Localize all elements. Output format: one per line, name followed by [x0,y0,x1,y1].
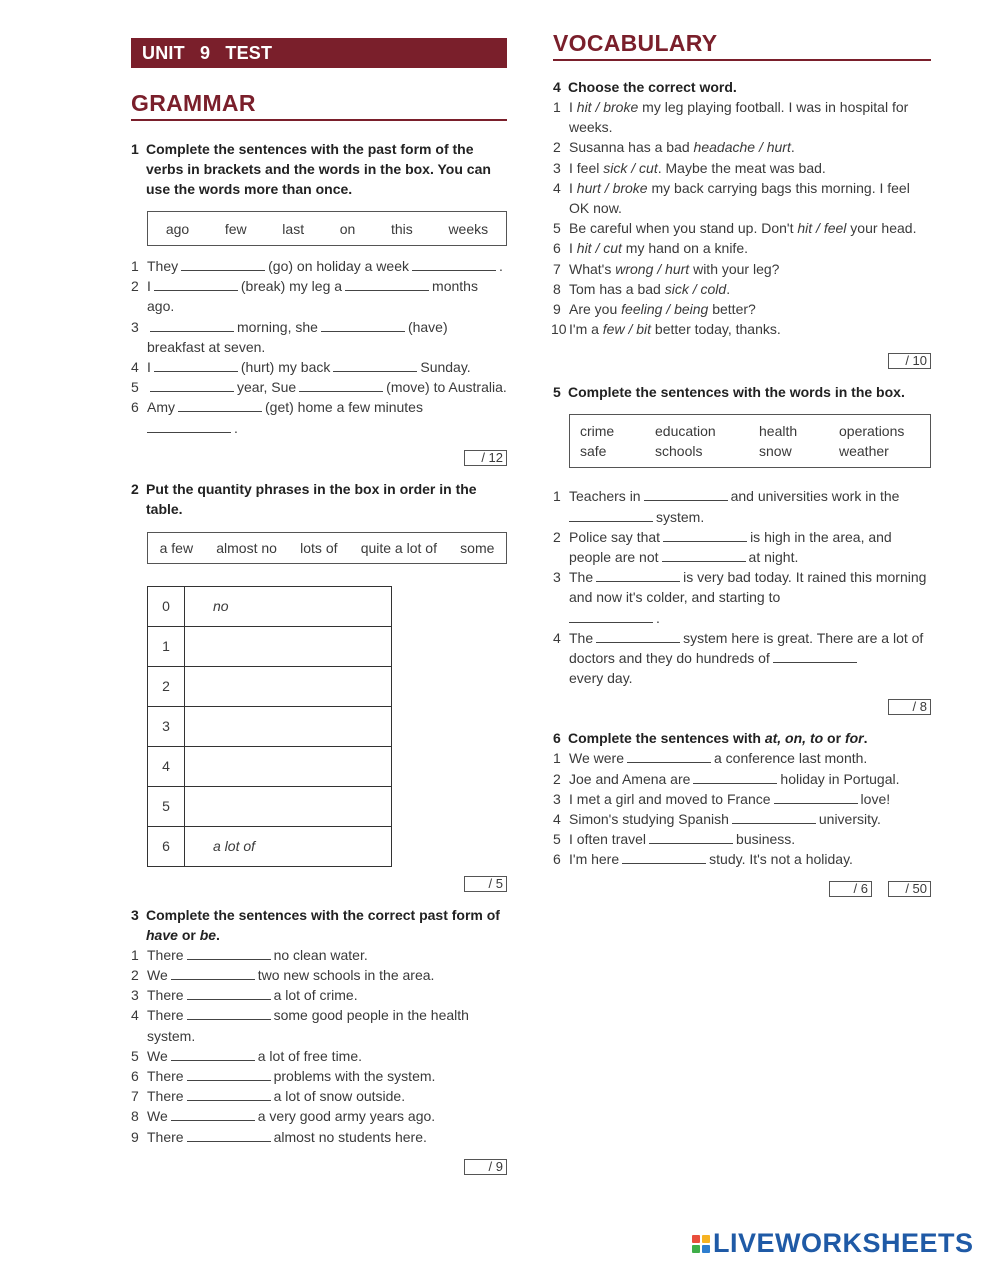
list-item [131,397,507,437]
answer-blank[interactable] [150,378,234,392]
item-text: . Maybe the meat was bad. [657,159,826,176]
list-item [553,259,931,279]
item-text: my leg playing football. I was in hospital for weeks. [569,99,909,136]
item-text: a conference last month. [713,750,868,767]
item-number: 2 [131,967,139,984]
table-cell-answer[interactable]: no [185,586,392,626]
item-text: There [147,1088,184,1105]
exercise-6 [553,728,931,896]
answer-blank[interactable] [171,966,255,980]
word-choice[interactable]: hit / cut [576,240,622,257]
table-cell-answer[interactable] [185,786,392,826]
item-number: 4 [131,359,139,376]
item-text: (break) my leg a [240,278,343,295]
item-number: 2 [553,528,561,545]
item-text: We were [569,750,624,767]
answer-blank[interactable] [732,810,816,824]
word-box-item: almost no [216,539,277,556]
list-item [131,1086,507,1106]
word-choice[interactable]: wrong / hurt [615,260,690,277]
item-number: 7 [553,260,561,277]
item-number: 4 [553,179,561,196]
item-number: 7 [131,1088,139,1105]
word-box [147,211,507,246]
exercise-1 [131,139,507,466]
quantity-table [147,586,392,867]
table-row [148,706,392,746]
word-box-item: quite a lot of [360,539,437,556]
item-number: 6 [131,399,139,416]
table-cell-index: 5 [148,786,185,826]
item-text: I [569,179,577,196]
item-number: 9 [553,301,561,318]
item-text: There [147,987,184,1004]
answer-blank[interactable] [154,277,238,291]
item-number: 8 [131,1108,139,1125]
item-text: no clean water. [273,946,368,963]
item-number: 6 [553,851,561,868]
word-choice[interactable]: few / bit [602,321,652,338]
table-row [148,786,392,826]
table-cell-index: 0 [148,586,185,626]
list-item [553,567,931,628]
score-box: / 6 [829,881,872,897]
list-item [553,137,931,157]
word-choice[interactable]: hit / broke [576,99,639,115]
item-text: Joe and Amena are [569,770,691,787]
answer-blank[interactable] [649,830,733,844]
item-text: and universities work in the [730,488,900,505]
item-number: 1 [553,99,561,115]
table-cell-index: 1 [148,626,185,666]
word-box-item: crime [580,423,615,440]
item-text: is very bad today. It rained this morning and now it's colder, and starting to [569,569,927,606]
exercise-instruction: Complete the sentences with the past form of the verbs in brackets and the words in the box. You can use the words more than once. [146,141,491,197]
item-text: months ago. [147,278,478,315]
item-text: every day. [569,670,633,687]
item-text: Are you [569,301,622,318]
exercise-2-heading [131,479,507,519]
liveworksheets-logo[interactable] [692,1228,974,1259]
exercise-number: 6 [553,730,561,747]
list-item [553,829,931,849]
answer-blank[interactable] [178,398,262,412]
table-row [148,746,392,786]
list-item [553,628,931,689]
list-item [131,357,507,377]
word-box-item: last [282,220,305,237]
exercise-instruction-joiner: or [827,730,842,747]
item-text: We [147,1108,168,1125]
item-text: Teachers in [569,488,641,505]
answer-blank[interactable] [171,1047,255,1061]
list-item [131,1106,507,1126]
word-box [569,414,931,468]
word-box-item: few [224,220,247,237]
item-text: morning, she [237,318,318,335]
keyword: have [146,926,178,943]
answer-blank[interactable] [569,508,653,522]
item-text: . [234,419,238,436]
score-row [131,450,507,466]
item-text: better? [708,301,756,318]
exercise-5 [553,382,931,715]
item-number: 1 [553,750,561,767]
word-box-item: ago [165,220,190,237]
item-text: They [147,258,179,274]
grammar-title: GRAMMAR [131,90,507,121]
list-item [553,97,931,137]
keyword: at, on, to [764,730,824,747]
word-choice[interactable]: sick / cold [664,280,727,297]
exercise-1-heading [131,139,507,199]
score-row [131,1159,507,1175]
item-text: We [147,1047,168,1064]
item-text: better today, thanks. [651,321,781,338]
item-text: What's [569,260,616,277]
item-text: study. It's not a holiday. [709,851,853,868]
item-text: system. [656,508,705,525]
list-item [131,965,507,985]
exercise-number: 2 [131,480,139,497]
list-item [553,769,931,789]
item-text: is high in the area, and people are not [569,528,892,566]
exercise-4 [553,77,931,369]
list-item [553,158,931,178]
item-text: problems with the system. [273,1068,436,1085]
item-text: (get) home a few minutes [265,399,423,416]
answer-blank[interactable] [773,649,857,663]
list-item [131,1046,507,1066]
answer-blank[interactable] [299,378,383,392]
word-box-item: some [460,539,495,556]
list-item [553,849,931,869]
item-number: 4 [131,1007,139,1024]
item-text: Tom has a bad [569,280,665,297]
table-cell-index: 4 [148,746,185,786]
exercise-instruction: Complete the sentences with [568,730,761,747]
word-box [147,532,507,564]
right-column [553,30,931,910]
exercise-4-heading [553,77,931,97]
item-text: two new schools in the area. [257,967,435,984]
item-text: There [147,1128,184,1145]
item-number: 3 [553,569,561,586]
item-number: 10 [551,321,567,338]
item-text: . [790,139,795,156]
item-text: (hurt) my back [240,359,331,376]
list-item [131,1005,507,1045]
answer-blank[interactable] [181,257,265,271]
list-item [131,1066,507,1086]
answer-blank[interactable] [774,790,858,804]
exercise-number: 1 [131,141,139,157]
item-text: The [569,569,594,586]
table-cell-answer[interactable] [185,746,392,786]
item-text: with your leg? [689,260,780,277]
item-text: almost no students here. [273,1128,427,1145]
word-box-item: on [339,220,356,237]
item-text: Susanna has a bad [569,139,694,156]
item-number: 6 [131,1068,139,1085]
score-box: / 10 [888,353,931,369]
list-item [553,748,931,768]
item-text: I feel [569,159,604,176]
exercise-number: 4 [553,79,561,95]
item-text: There [147,1068,184,1085]
item-number: 6 [553,240,561,257]
list-item [131,985,507,1005]
item-text: holiday in Portugal. [780,770,900,787]
word-choice[interactable]: feeling / being [621,301,709,318]
item-text: Be careful when you stand up. Don't [569,220,798,237]
answer-blank[interactable] [596,568,680,582]
item-text: at night. [748,549,799,566]
item-number: 1 [131,258,139,274]
answer-blank[interactable] [150,318,234,332]
word-box-item: safe [580,443,607,460]
table-row [148,626,392,666]
exercise-instruction: Choose the correct word. [568,79,737,95]
answer-blank[interactable] [644,487,728,501]
item-number: 5 [553,220,561,237]
exercise-6-heading [553,728,931,748]
score-box: / 8 [888,699,931,715]
logo-mark-icon [692,1235,710,1253]
table-cell-answer[interactable] [185,626,392,666]
exercise-5-heading [553,382,931,402]
item-text: The [569,629,594,646]
answer-blank[interactable] [693,770,777,784]
item-text: (have) breakfast at seven. [147,318,448,355]
exercise-3-heading [131,905,507,945]
table-row [148,826,392,866]
item-text: my back carrying bags this morning. I feel OK now. [569,179,910,217]
item-number: 2 [553,770,561,787]
word-box-item: snow [759,443,792,460]
item-text: There [147,946,184,963]
item-number: 2 [553,139,561,156]
item-text: . [499,258,503,274]
item-number: 5 [553,831,561,848]
item-text: . [726,280,731,297]
item-text: your head. [846,220,917,237]
item-text: I [147,359,151,376]
answer-blank[interactable] [187,1067,271,1081]
answer-blank[interactable] [627,749,711,763]
word-box-item: education [655,423,716,440]
item-text: (go) on holiday a week [268,258,409,274]
exercise-instruction: Complete the sentences with the correct past form of [146,906,500,923]
item-text: (move) to Australia. [386,379,507,396]
item-text: I [569,240,577,257]
answer-blank[interactable] [622,850,706,864]
table-cell-index: 6 [148,826,185,866]
item-text: a lot of free time. [257,1047,363,1064]
item-number: 3 [131,318,139,335]
item-text: There [147,1007,184,1024]
answer-blank[interactable] [187,1006,271,1020]
list-item [553,319,931,339]
item-text: Amy [147,399,175,416]
item-number: 4 [553,811,561,828]
answer-blank[interactable] [596,629,680,643]
answer-blank[interactable] [154,358,238,372]
item-text: I'm here [569,851,620,868]
list-item [131,256,507,276]
vocabulary-title: VOCABULARY [553,30,931,61]
table-cell-index: 2 [148,666,185,706]
item-text: . [656,609,660,626]
list-item [131,377,507,397]
score-box: / 12 [464,450,507,466]
exercise-3 [131,905,507,1175]
logo-square [692,1245,700,1253]
logo-square [702,1235,710,1243]
exercise-instruction: Complete the sentences with the words in the box. [568,384,905,401]
item-number: 3 [553,790,561,807]
score-box: / 5 [464,876,507,892]
item-text: university. [818,811,881,828]
list-item [131,317,507,357]
exercise-number: 3 [131,906,139,923]
list-item [553,486,931,526]
exercise-instruction: Put the quantity phrases in the box in order in the table. [146,480,477,517]
item-text: Sunday. [420,359,471,376]
total-score-box: / 50 [888,881,931,897]
list-item [553,299,931,319]
table-cell-answer[interactable] [185,706,392,746]
score-row [553,699,931,715]
answer-blank[interactable] [187,1128,271,1142]
item-number: 1 [131,946,139,963]
word-box-item: operations [839,423,905,440]
list-item [553,809,931,829]
exercise-instruction-end: . [216,926,220,943]
item-text: my hand on a knife. [621,240,748,257]
table-cell-answer[interactable] [185,666,392,706]
answer-blank[interactable] [321,318,405,332]
list-item [131,276,507,316]
item-text: Police say that [569,528,661,545]
answer-blank[interactable] [412,257,496,271]
answer-blank[interactable] [187,986,271,1000]
item-text: I'm a [569,321,603,338]
word-box-item: weeks [448,220,489,237]
word-choice[interactable]: sick / cut [603,159,658,176]
keyword: be [199,926,217,943]
word-choice[interactable]: headache / hurt [693,139,791,156]
item-number: 8 [553,280,561,297]
answer-blank[interactable] [662,548,746,562]
item-text: I [569,99,577,115]
item-number: 5 [131,379,139,396]
list-item [553,527,931,567]
word-box-item: weather [839,443,889,460]
list-item [553,178,931,218]
exercise-2 [131,479,507,892]
item-text: a lot of crime. [273,987,358,1004]
score-row [553,881,931,897]
list-item [131,1127,507,1147]
table-row [148,586,392,626]
item-text: a lot of snow outside. [273,1088,406,1105]
item-text: some good people in the health system. [147,1007,469,1044]
item-number: 2 [131,278,139,295]
exercise-instruction-end: . [863,730,868,747]
item-number: 1 [553,488,561,505]
word-box-item: health [759,423,798,440]
item-text: love! [860,790,891,807]
item-text: business. [736,831,796,848]
answer-blank[interactable] [569,609,653,623]
score-row [131,876,507,892]
list-item [131,945,507,965]
answer-blank[interactable] [187,1087,271,1101]
answer-blank[interactable] [663,528,747,542]
item-text: I met a girl and moved to France [569,790,771,807]
list-item [553,238,931,258]
answer-blank[interactable] [345,277,429,291]
score-box: / 9 [464,1159,507,1175]
item-text: We [147,967,168,984]
item-number: 5 [131,1047,139,1064]
item-number: 3 [553,159,561,176]
table-cell-index: 3 [148,706,185,746]
item-text: Simon's studying Spanish [569,811,729,828]
answer-blank[interactable] [171,1107,255,1121]
answer-blank[interactable] [187,946,271,960]
list-item [553,218,931,238]
exercise-instruction-joiner: or [181,926,196,943]
item-number: 9 [131,1128,139,1145]
list-item [553,789,931,809]
item-text: system here is great. There are a lot of doctors and they do hundreds of [569,629,924,667]
item-number: 4 [553,629,561,646]
word-box-item: lots of [300,539,338,556]
word-box-item: a few [159,539,194,556]
item-text: year, Sue [237,379,297,396]
logo-text: LIVEWORKSHEETS [713,1228,974,1258]
item-number: 3 [131,987,139,1004]
word-box-item: this [390,220,413,237]
logo-square [702,1245,710,1253]
table-row [148,666,392,706]
unit-header-bar: UNIT 9 TEST [131,38,507,68]
answer-blank[interactable] [333,358,417,372]
item-text: a very good army years ago. [257,1108,436,1125]
exercise-number: 5 [553,384,561,401]
logo-square [692,1235,700,1243]
score-row [553,353,931,369]
item-text: I often travel [569,831,647,848]
word-choice[interactable]: hurt / broke [576,179,648,196]
word-choice[interactable]: hit / feel [797,220,847,237]
keyword: for [844,730,864,747]
left-column [131,38,507,1188]
table-cell-answer[interactable]: a lot of [185,826,392,866]
word-box-item: schools [655,443,703,460]
list-item [553,279,931,299]
item-text: I [147,278,151,295]
answer-blank[interactable] [147,419,231,433]
